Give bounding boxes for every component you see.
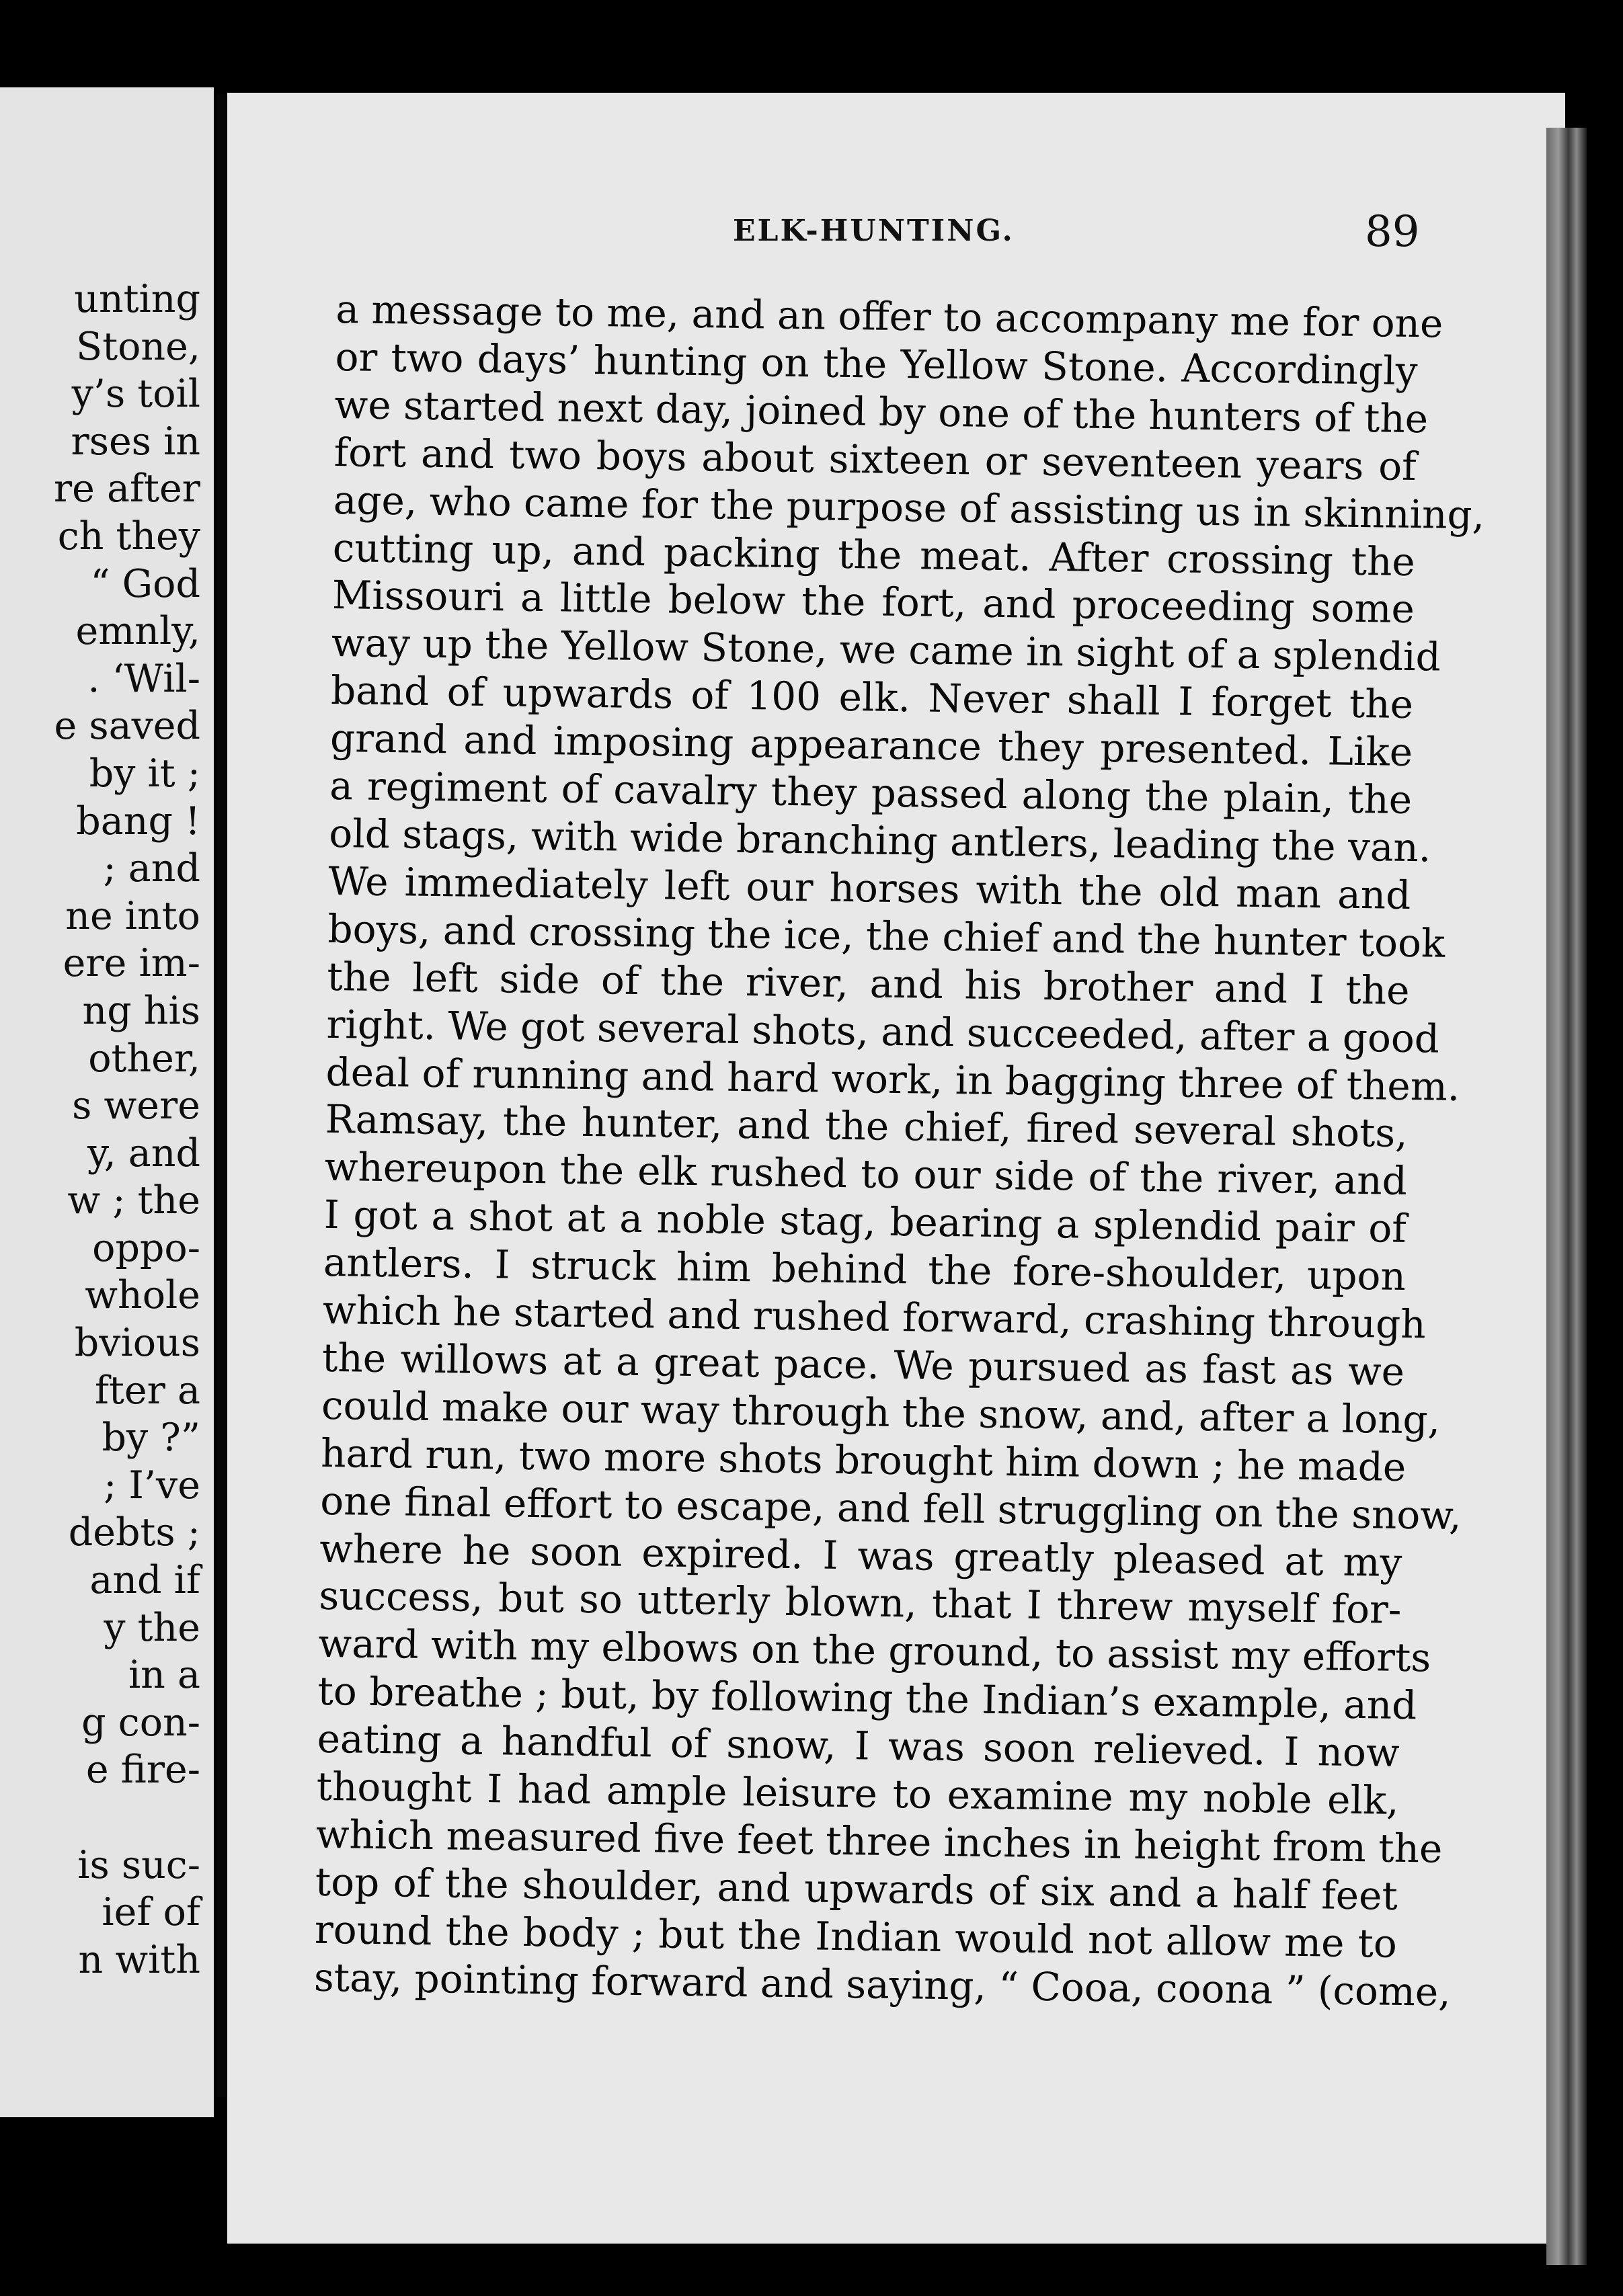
text-line: way up the Yellow Stone, we came in sight of a splendid	[331, 620, 1441, 680]
left-page-line: rses in	[71, 419, 200, 464]
page-edge	[1546, 128, 1587, 2265]
text-line: to breathe ; but, by following the Indian’s example, and	[317, 1668, 1417, 1729]
left-page-line: ch they	[57, 514, 200, 559]
left-page-line: . ‘Wil-	[87, 656, 200, 701]
text-line: top of the shoulder, and upwards of six and a half feet	[315, 1858, 1398, 1919]
left-page-line: in a	[128, 1653, 200, 1698]
left-page-line: y the	[104, 1605, 200, 1650]
left-page-line: e fire-	[85, 1748, 200, 1793]
text-line: We immediately left our horses with the old man and	[327, 858, 1411, 918]
text-line: Ramsay, the hunter, and the chief, fired several shots,	[325, 1096, 1409, 1157]
text-line: or two days’ hunting on the Yellow Stone. Accordingly	[335, 333, 1418, 394]
text-line: where he soon expired. I was greatly pleased at my	[319, 1525, 1402, 1586]
text-line: Missouri a little below the fort, and proceeding some	[331, 572, 1415, 632]
left-page-line: whole	[85, 1273, 200, 1318]
left-page-line: and if	[89, 1558, 200, 1603]
left-page-line: ; I’ve	[104, 1463, 200, 1508]
body-text	[313, 286, 1485, 2015]
left-page-line: is suc-	[77, 1842, 200, 1887]
text-line: a message to me, and an offer to accompany me for one	[335, 286, 1443, 347]
page-number: 89	[1365, 207, 1420, 257]
left-page-line: fter a	[94, 1368, 200, 1413]
left-page-line: n with	[78, 1937, 200, 1982]
text-line: success, but so utterly blown, that I threw myself for-	[319, 1573, 1402, 1633]
left-page-line: by ?”	[102, 1416, 200, 1461]
left-page-line: y’s toil	[71, 372, 200, 417]
left-page	[0, 87, 214, 2117]
text-line: the left side of the river, and his brother and I the	[327, 953, 1410, 1014]
left-page-line: oppo-	[92, 1225, 200, 1270]
book-gutter	[216, 94, 227, 2097]
left-page-line: “ God	[90, 561, 200, 606]
text-line: boys, and crossing the ice, the chief and the hunter took	[327, 905, 1446, 967]
text-line: ward with my elbows on the ground, to assist my efforts	[318, 1621, 1431, 1681]
text-line: antlers. I struck him behind the fore-shoulder, upon	[323, 1239, 1407, 1300]
left-page-line: debts ;	[68, 1510, 200, 1555]
left-page-line: unting	[74, 277, 200, 321]
text-line: we started next day, joined by one of the hunters of the	[334, 381, 1429, 442]
left-page-line: y, and	[87, 1131, 200, 1176]
left-page-line: w ; the	[67, 1178, 200, 1223]
left-page-line: ief of	[102, 1890, 200, 1935]
text-line: round the body ; but the Indian would not allow me to	[314, 1906, 1398, 1967]
left-page-line: bang !	[76, 798, 200, 844]
left-page-line: e saved	[54, 704, 200, 749]
text-line: one final effort to escape, and fell struggling on the snow,	[319, 1477, 1462, 1539]
text-line: hard run, two more shots brought him down ; he made	[320, 1430, 1407, 1490]
text-line: cutting up, and packing the meat. After crossing the	[332, 524, 1416, 585]
text-line: whereupon the elk rushed to our side of the river, and	[324, 1144, 1408, 1204]
text-line: eating a handful of snow, I was soon relieved. I now	[317, 1716, 1400, 1776]
text-line: could make our way through the snow, and, after a long,	[321, 1382, 1441, 1443]
text-line: which measured five feet three inches in height from the	[315, 1811, 1443, 1872]
left-page-line: ; and	[103, 846, 200, 891]
text-line: stay, pointing forward and saying, “ Cooa, coona ” (come,	[313, 1954, 1452, 2015]
left-page-line: emnly,	[75, 609, 200, 654]
text-line: right. We got several shots, and succeeded, after a good	[326, 1001, 1440, 1062]
left-page-text	[54, 276, 200, 1983]
text-line: band of upwards of 100 elk. Never shall I forget the	[330, 667, 1414, 728]
left-page-line: ere im-	[63, 941, 200, 986]
text-line: thought I had ample leisure to examine my noble elk,	[316, 1763, 1400, 1823]
text-line: age, who came for the purpose of assisting us in skinning,	[333, 477, 1485, 538]
text-line: the willows at a great pace. We pursued as fast as we	[321, 1334, 1405, 1395]
left-page-line	[54, 1794, 200, 1842]
left-page-line: g con-	[81, 1700, 200, 1745]
text-line: I got a shot at a noble stag, bearing a splendid pair of	[323, 1192, 1407, 1252]
left-page-line: ne into	[65, 893, 200, 938]
running-head: ELK-HUNTING.	[733, 214, 1015, 248]
text-line: deal of running and hard work, in bagging three of them.	[325, 1049, 1460, 1110]
left-page-line: other,	[88, 1036, 200, 1081]
text-line: fort and two boys about sixteen or seventeen years of	[333, 429, 1417, 489]
text-line: old stags, with wide branching antlers, leading the van.	[328, 810, 1431, 871]
left-page-line: re after	[53, 466, 200, 511]
left-page-line: bvious	[74, 1321, 200, 1366]
left-page-line: by it ;	[89, 751, 200, 796]
text-line: which he started and rushed forward, crashing through	[322, 1286, 1427, 1348]
left-page-line: Stone,	[76, 324, 200, 369]
left-page-line: s were	[72, 1083, 200, 1129]
text-line: grand and imposing appearance they presented. Like	[329, 715, 1413, 776]
left-page-line: ng his	[82, 988, 200, 1033]
text-line: a regiment of cavalry they passed along the plain, the	[329, 763, 1413, 823]
